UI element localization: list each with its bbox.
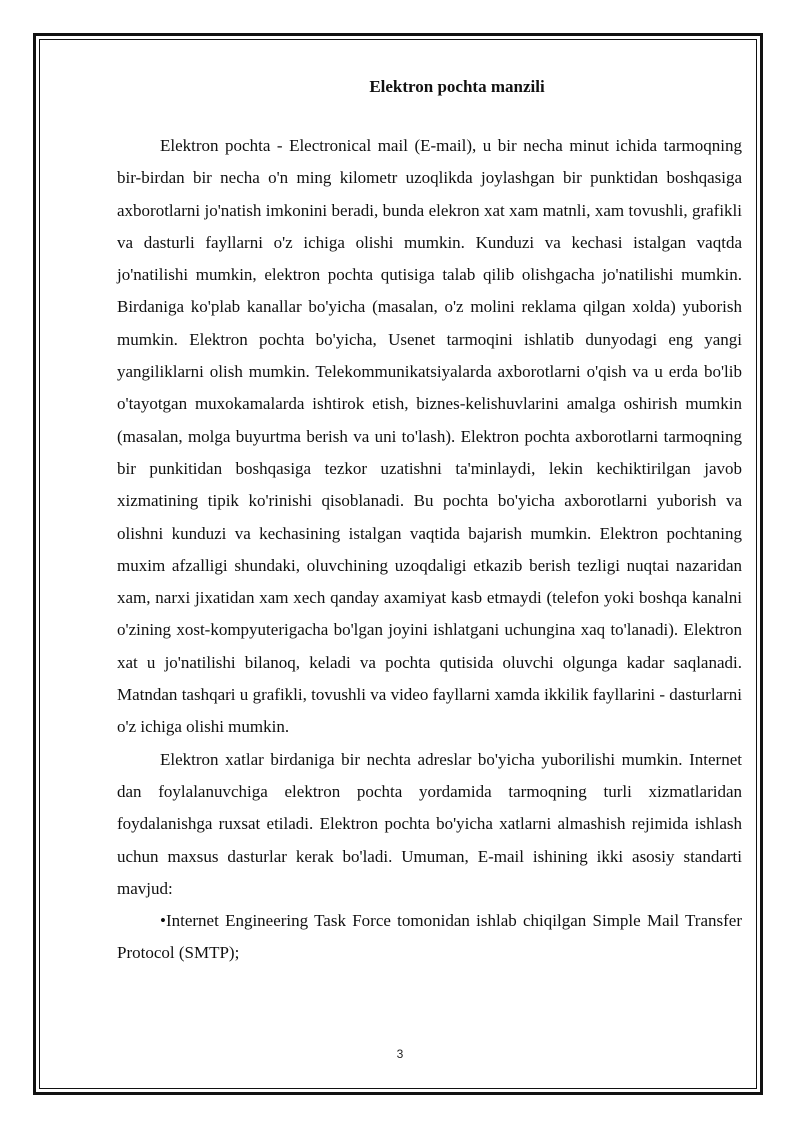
paragraph-email-standards: Elektron xatlar birdaniga bir nechta adreslar bo'yicha yuborilishi mumkin. Internet dan foylalanuvchiga elektron pochta yordamida tarmoqning turli xizmatlaridan foydalanishga ruxsat etiladi. Elektron pochta bo'yicha xatlarni almashish rejimida ishlash uchun maxsus dasturlar kerak bo'ladi. Umuman, E-mail ishining ikki asosiy standarti mavjud: bbox=[117, 749, 742, 898]
document-title: Elektron pochta manzili bbox=[369, 77, 545, 96]
page-number: 3 bbox=[396, 1047, 404, 1061]
paragraph-email-intro: Elektron pochta - Electronical mail (E-mail), u bir necha minut ichida tarmoqning bir-birdan bir necha o'n ming kilometr uzoqlikda joylashgan bir punktidan boshqasiga axborotlarni jo'natish imkonini beradi, bunda elekron xat xam matnli, xam tovushli, grafikli va dasturli fayllarni o'z ichiga olishi mumkin. Kunduzi va kechasi istalgan vaqtda jo'natilishi mumkin, elektron pochta qutisiga talab qilib olishgacha jo'natilishi mumkin. Birdaniga ko'plab kanallar bo'yicha (masalan, o'z molini reklama qilgan xolda) yuborish mumkin. Elektron pochta bo'yicha, Usenet tarmoqini ishlatib dunyodagi eng yangi yangiliklarni olish mumkin. Telekommunikatsiyalarda axborotlarni o'qish va u erda bo'lib o'tayotgan muxokamalarda ishtirok etish, biznes-kelishuvlarini amalga oshirish mumkin (masalan, molga buyurtma berish va uni to'lash). Elektron pochta axborotlarni tarmoqning bir punkitidan boshqasiga tezkor uzatishni ta'minlaydi, lekin kechiktirilgan javob xizmatining tipik ko'rinishi qisoblanadi. Bu pochta bo'yicha axborotlarni yuborish va olishni kunduzi va kechasining istalgan vaqtida bajarish mumkin. Elektron pochtaning muxim afzalligi shundaki, oluvchining uzoqdaligi etkazib berish tezligi nuqtai nazaridan xam, narxi jixatidan xam xech qanday axamiyat kasb etmaydi (telefon yoki boshqa kanalni o'zining xost-kompyuterigacha bo'lgan joyini ishlatgani uchungina xaq to'lanadi). Elektron xat u jo'natilishi bilanoq, keladi va pochta qutisida oluvchi olgunga kadar saqlanadi. Matndan tashqari u grafikli, tovushli va video fayllarni xamda ikkilik fayllarini - dasturlarni o'z ichiga olishi mumkin. bbox=[117, 136, 742, 737]
bullet-smtp: •Internet Engineering Task Force tomonidan ishlab chiqilgan Simple Mail Transfer Protocol (SMTP); bbox=[117, 911, 742, 963]
document-body bbox=[117, 74, 742, 970]
